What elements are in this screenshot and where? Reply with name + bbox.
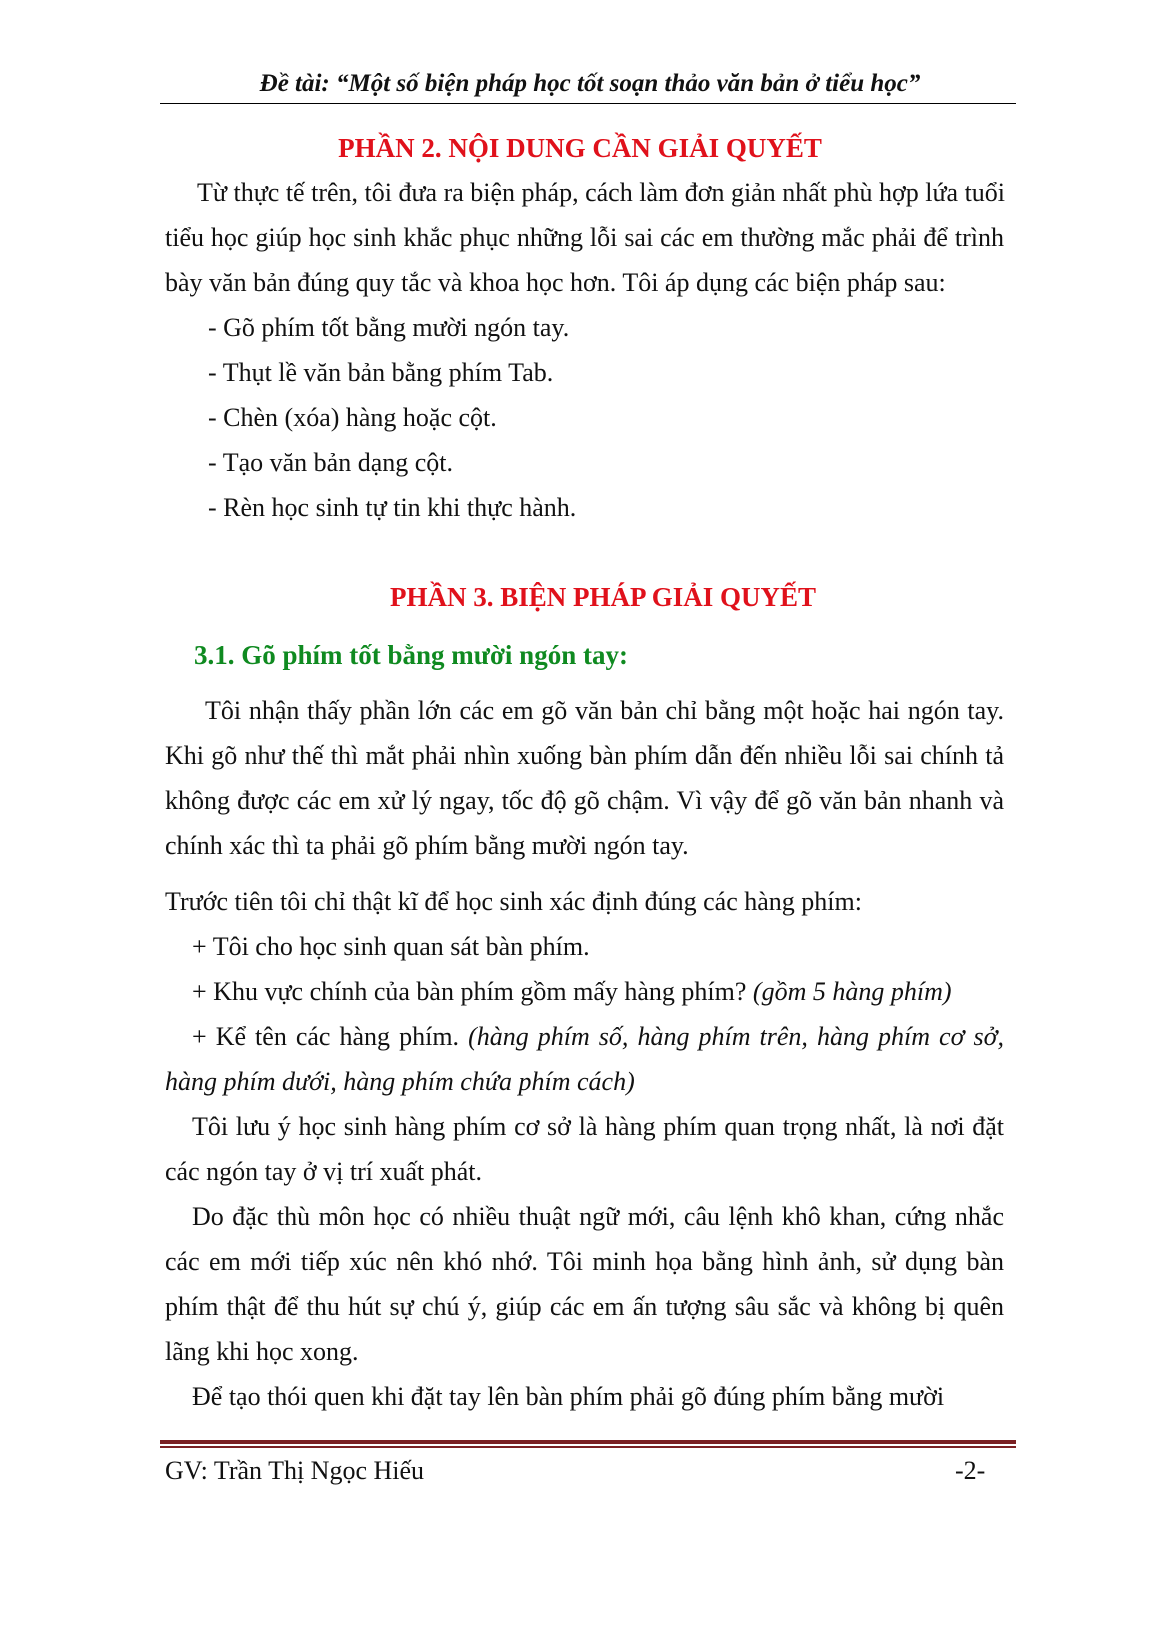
part3-heading: PHẦN 3. BIỆN PHÁP GIẢI QUYẾT [389, 582, 817, 612]
para4-line: Để tạo thói quen khi đặt tay lên bàn phím phải gõ đúng phím bằng mười [192, 1382, 945, 1411]
para1-line: không được các em xử lý ngay, tốc độ gõ chậm. Vì vậy để gõ văn bản nhanh và [165, 786, 1004, 815]
para1-line: chính xác thì ta phải gõ phím bằng mười ngón tay. [165, 831, 689, 860]
footer-rule [160, 1440, 1016, 1448]
para2-line: các ngón tay ở vị trí xuất phát. [165, 1157, 482, 1186]
bullet-item: - Gõ phím tốt bằng mười ngón tay. [208, 313, 570, 342]
para3-line: Do đặc thù môn học có nhiều thuật ngữ mới, câu lệnh khô khan, cứng nhắc [192, 1202, 1004, 1231]
bullet-item: - Tạo văn bản dạng cột. [208, 448, 453, 477]
para3-line: lãng khi học xong. [165, 1337, 359, 1366]
list-item-text: + Khu vực chính của bàn phím gồm mấy hàng phím? [192, 977, 753, 1006]
bullet-item: - Thụt lề văn bản bằng phím Tab. [208, 358, 554, 387]
page-number: -2- [955, 1456, 986, 1485]
list-item: + Tôi cho học sinh quan sát bàn phím. [192, 932, 590, 961]
intro-line: Trước tiên tôi chỉ thật kĩ để học sinh xác định đúng các hàng phím: [165, 887, 862, 916]
part2-heading: PHẦN 2. NỘI DUNG CẦN GIẢI QUYẾT [338, 133, 822, 163]
list-item-answer: (hàng phím số, hàng phím trên, hàng phím cơ sở, [468, 1022, 1004, 1051]
part2-para-line: Từ thực tế trên, tôi đưa ra biện pháp, cách làm đơn giản nhất phù hợp lứa tuổi [197, 178, 1006, 207]
list-item [192, 1022, 1004, 1052]
para3-line: phím thật để thu hút sự chú ý, giúp các em ấn tượng sâu sắc và không bị quên [165, 1292, 1004, 1321]
section-3-1-heading: 3.1. Gõ phím tốt bằng mười ngón tay: [194, 640, 628, 670]
list-item-text: + Kể tên các hàng phím. [192, 1022, 469, 1051]
part2-para-line: tiểu học giúp học sinh khắc phục những lỗi sai các em thường mắc phải để trình [165, 223, 1004, 252]
para1-line: Tôi nhận thấy phần lớn các em gõ văn bản chỉ bằng một hoặc hai ngón tay. [205, 696, 1004, 725]
list-item [192, 977, 1052, 1007]
para1-line: Khi gõ như thế thì mắt phải nhìn xuống bàn phím dẫn đến nhiều lỗi sai chính tả [165, 741, 1004, 770]
footer-author: GV: Trần Thị Ngọc Hiếu [165, 1456, 425, 1485]
para3-line: các em mới tiếp xúc nên khó nhớ. Tôi minh họa bằng hình ảnh, sử dụng bàn [165, 1247, 1004, 1276]
bullet-item: - Chèn (xóa) hàng hoặc cột. [208, 403, 497, 432]
part2-para-line: bày văn bản đúng quy tắc và khoa học hơn. Tôi áp dụng các biện pháp sau: [165, 268, 946, 297]
header-rule [160, 103, 1016, 104]
bullet-item: - Rèn học sinh tự tin khi thực hành. [208, 493, 577, 522]
list-item-answer: (gồm 5 hàng phím) [752, 977, 952, 1006]
para2-line: Tôi lưu ý học sinh hàng phím cơ sở là hàng phím quan trọng nhất, là nơi đặt [192, 1112, 1004, 1141]
list-item-answer-cont: hàng phím dưới, hàng phím chứa phím cách) [165, 1067, 635, 1096]
header-title: Đề tài: “Một số biện pháp học tốt soạn thảo văn bản ở tiểu học” [259, 70, 921, 97]
